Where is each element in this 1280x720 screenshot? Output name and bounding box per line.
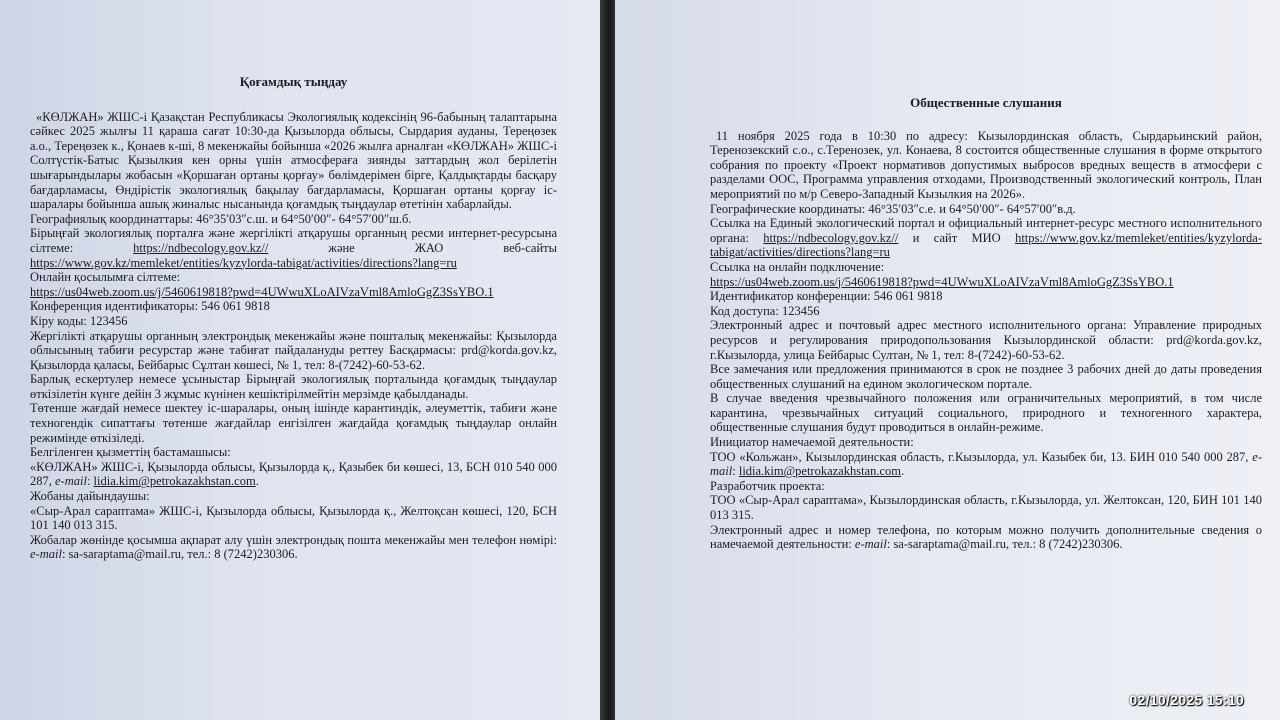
left-portal-text: Бірыңғай экологиялық порталға және жергілікті атқарушы органның ресми интернет-ресурсына сілтеме:	[30, 226, 557, 255]
right-page-title: Общественные слушания	[910, 95, 1062, 110]
right-contact-text: Электронный адрес и номер телефона, по которым можно получить дополнительные сведения о намечаемой деятельности:	[710, 522, 1262, 552]
left-initiator-email[interactable]: lidia.kim@petrokazakhstan.com	[93, 474, 256, 489]
left-initiator-label: Белгіленген қызметтің бастамашысы:	[30, 445, 231, 460]
left-access-code: Кіру коды: 123456	[30, 313, 128, 328]
left-portal-text-2: және ЖАО веб-сайты	[268, 240, 557, 255]
right-coordinates: Географические координаты: 46°35′03″с.е. и 64°50′00″- 64°57′00″в.д.	[710, 201, 1076, 216]
right-portal-text: Ссылка на Единый экологический портал и официальный интернет-ресурс местного исполнительного органа:	[710, 216, 1262, 245]
right-email-label: e-mail	[710, 449, 1262, 479]
left-contact-paragraph	[30, 533, 557, 562]
right-authority-paragraph: Электронный адрес и почтовый адрес местного исполнительного органа: Управление природных ресурсов и регулирования природопользования Кызылординской области: prd@korda.gov.kz, г.Кызылорда, улица Бейбарыс Султан, № 1, тел: 8-(7242)-60-53-62.	[710, 318, 1262, 362]
left-initiator-paragraph: «КӨЛЖАН» ЖШС-і, Қызылорда облысы, Қызылорда қ., Қазыбек би көшесі, 13, БСН 010 540 000 287, e-mail: lidia.kim@petrokazakhstan.com.	[30, 459, 557, 489]
left-contact-details: : sa-saraptama@mail.ru, тел.: 8 (7242)230306.	[61, 547, 298, 562]
right-page-content	[710, 96, 1262, 552]
right-initiator-email[interactable]: lidia.kim@petrokazakhstan.com	[738, 464, 902, 479]
left-remarks-paragraph: Барлық ескертулер немесе ұсыныстар Бірыңғай экологиялық порталында қоғамдық тыңдаулар өткізілетін күнге дейін 3 жұмыс күнінен кешіктірілмейтін мерзімде қабылданады.	[30, 372, 557, 401]
right-contact-details: : sa-saraptama@mail.ru, тел.: 8 (7242)230306.	[886, 537, 1123, 552]
right-developer-paragraph: ТОО «Сыр-Арал сараптама», Кызылординская область, г.Кызылорда, ул. Желтоксан, 120, БИН 101 140 013 315.	[710, 493, 1262, 523]
right-mio-link[interactable]: https://www.gov.kz/memleket/entities/kyzylorda-tabigat/activities/directions?lang=ru	[710, 230, 1262, 260]
right-document-page	[615, 0, 1280, 720]
right-conference-id: Идентификатор конференции: 546 061 9818	[710, 289, 943, 304]
right-access-code: Код доступа: 123456	[710, 303, 820, 318]
right-contact-email-label: e-mail	[854, 537, 887, 552]
right-portal-text-2: и сайт МИО	[898, 230, 1016, 245]
left-conference-id: Конференция идентификаторы: 546 061 9818	[30, 299, 270, 314]
right-initiator-label: Инициатор намечаемой деятельности:	[710, 435, 914, 450]
right-zoom-link[interactable]: https://us04web.zoom.us/j/5460619818?pwd=4UWwuXLoAIVzaVml8AmloGgZ3SsYBO.1	[710, 274, 1174, 289]
left-document-page	[0, 0, 600, 720]
left-developer-label: Жобаны дайындаушы:	[30, 489, 150, 504]
right-portal-paragraph	[710, 216, 1262, 260]
left-online-label: Онлайн қосылымға сілтеме:	[30, 270, 181, 285]
left-contact-text: Жобалар жөнінде қосымша ақпарат алу үшін электрондық пошта мекенжайы мен телефон нөмірі:	[30, 532, 557, 547]
right-portal-link[interactable]: https://ndbecology.gov.kz//	[763, 230, 899, 245]
photo-timestamp: 02/10/2025 15:10	[1129, 692, 1244, 708]
left-email-label: e-mail	[55, 474, 87, 489]
left-page-title: Қоғамдық тыңдау	[239, 74, 348, 89]
right-developer-label: Разработчик проекта:	[710, 478, 825, 493]
left-zoom-link[interactable]: https://us04web.zoom.us/j/5460619818?pwd=4UWwuXLoAIVzaVml8AmloGgZ3SsYBO.1	[30, 284, 494, 299]
page-gap-shadow	[600, 0, 615, 720]
left-initiator-text: «КӨЛЖАН» ЖШС-і, Қызылорда облысы, Қызылорда қ., Қазыбек би көшесі, 13, БСН 010 540 000 287,	[30, 459, 557, 489]
left-authority-paragraph: Жергілікті атқарушы органның электрондық мекенжайы және пошталық мекенжайы: Қызылорда облысының табиғи ресурстар және табиғат пайдалануды реттеу Басқармасы: prd@korda.gov.kz, Қызылорда қаласы, Бейбарыс Сұлтан көшесі, № 1, тел: 8-(7242)-60-53-62.	[30, 328, 557, 372]
left-coordinates: Географиялық координаттары: 46°35′03″с.ш. и 64°50′00″- 64°57′00″ш.б.	[30, 211, 412, 226]
left-page-content	[30, 75, 557, 562]
right-online-label: Ссылка на онлайн подключение:	[710, 259, 885, 274]
right-remarks-paragraph: Все замечания или предложения принимаются в срок не позднее 3 рабочих дней до даты проведения общественных слушаний на едином экологическом портале.	[710, 362, 1262, 391]
left-mio-link[interactable]: https://www.gov.kz/memleket/entities/kyzylorda-tabigat/activities/directions?lang=ru	[30, 255, 457, 270]
left-portal-paragraph	[30, 226, 557, 270]
right-initiator-text: ТОО «Кольжан», Кызылординская область, г.Кызылорда, ул. Казыбек би, 13. БИН 010 540 000 287,	[710, 449, 1253, 464]
left-developer-paragraph: «Сыр-Арал сараптама» ЖШС-і, Қызылорда облысы, Қызылорда қ., Желтоқсан көшесі, 120, БСН 101 140 013 315.	[30, 503, 557, 533]
left-intro-paragraph: «КӨЛЖАН» ЖШС-і Қазақстан Республикасы Экологиялық кодексінің 96-бабының талаптарына сәйкес 2025 жылғы 11 қараша сағат 10:30-да Қызылорда облысы, Сырдария ауданы, Тереңөзек а.о., Тереңөзек к., Қонаев к-ші, 8 мекенжайы бойынша «2026 жылға арналған «КӨЛЖАН» ЖШС-і Солтүстік-Батыс Қызылкия кен орны үшін атмосфераға зиянды заттардың жол берілетін шығарындылары жобасын «Қоршаған ортаны қорғау» бөлімдерімен бірге, Қалдықтарды басқару бағдарламасы, Өндірістік экологиялық бақылау бағдарламасы, Қоршаған ортаны қорғау іс-шаралары бойынша ашық жиналыс нысанында қоғамдық тыңдаулар өтетінін хабарлайды.	[30, 109, 557, 212]
right-contact-paragraph	[710, 523, 1262, 552]
right-initiator-paragraph: ТОО «Кольжан», Кызылординская область, г.Кызылорда, ул. Казыбек би, 13. БИН 010 540 000 287, e-mail: lidia.kim@petrokazakhstan.com.	[710, 449, 1262, 479]
left-contact-email-label: e-mail	[30, 547, 62, 562]
right-intro-paragraph: 11 ноября 2025 года в 10:30 по адресу: Кызылординская область, Сырдарьинский район, Теренозекский с.о., с.Теренозек, ул. Конаева, 8 состоится общественные слушания в форме открытого собрания по проекту «Проект нормативов допустимых выбросов вредных веществ в атмосфери с разделами ООС, Программа управления отходами, Производственный экологический контроль, План мероприятий по м/р Северо-Западный Кызылкия на 2026».	[710, 128, 1262, 201]
left-portal-link[interactable]: https://ndbecology.gov.kz//	[133, 240, 269, 255]
left-emergency-paragraph: Төтенше жағдай немесе шектеу іс-шаралары, оның ішінде карантиндік, әлеуметтік, табиғи және техногендік сипаттағы төтенше жағдайлар енгізілген жағдайда қоғамдық тыңдаулар онлайн режимінде өткізіледі.	[30, 401, 557, 445]
right-emergency-paragraph: В случае введения чрезвычайного положения или ограничительных мероприятий, в том числе карантина, чрезвычайных ситуаций социального, природного и техногенного характера, общественные слушания будут проводиться в онлайн-режиме.	[710, 391, 1262, 435]
